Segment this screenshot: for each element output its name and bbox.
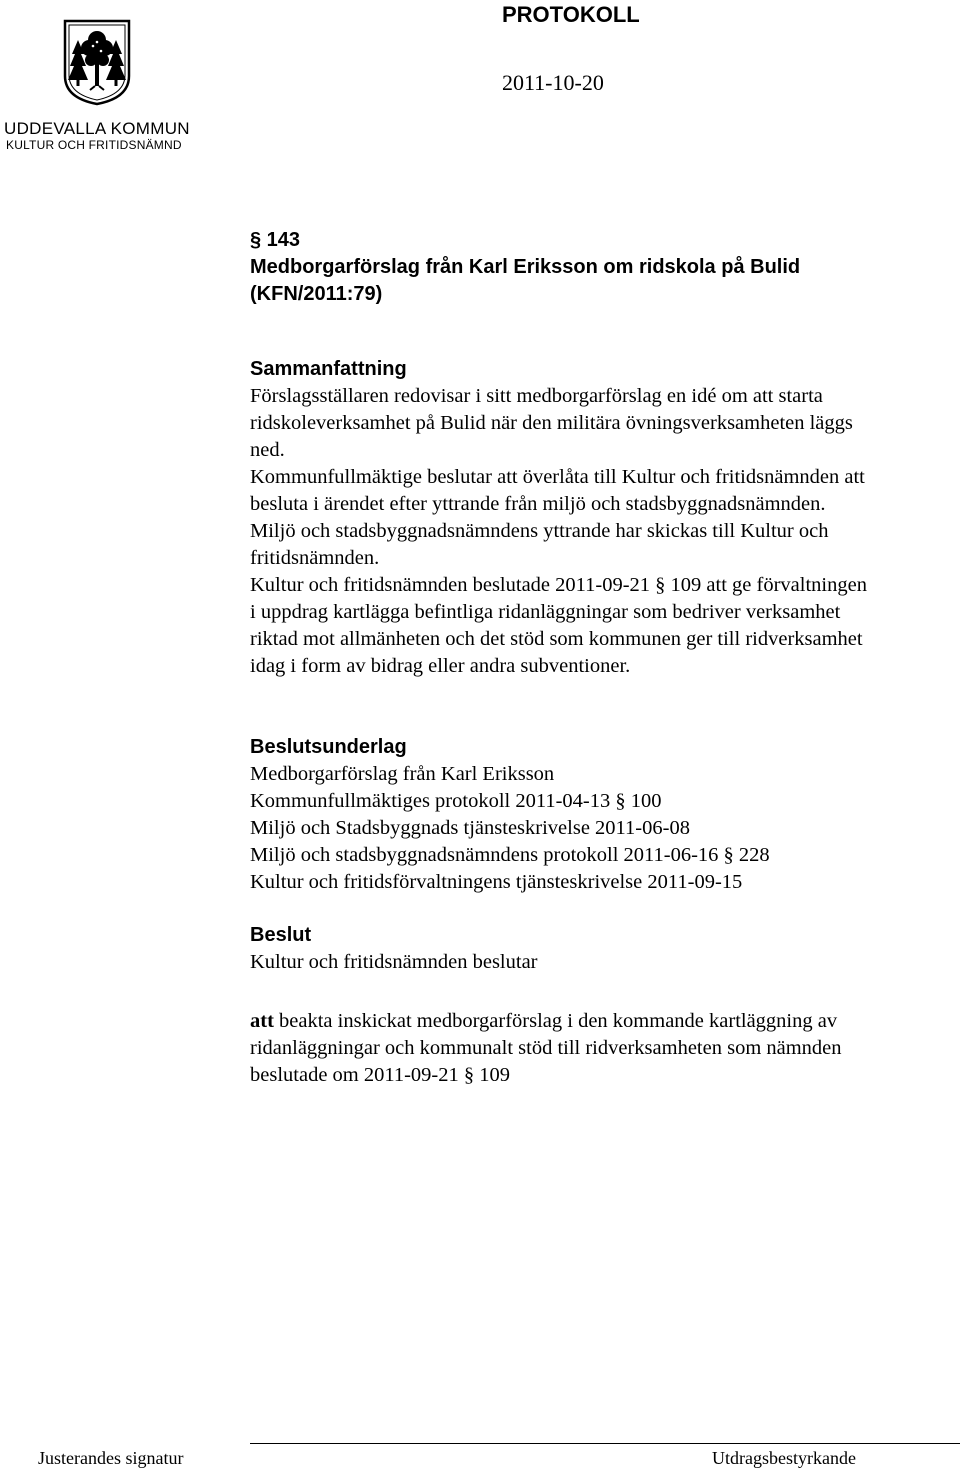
- text-line: i uppdrag kartlägga befintliga ridanläggningar som bedriver verksamhet: [250, 601, 841, 623]
- decision-section: [250, 922, 955, 976]
- item-heading: [250, 227, 955, 308]
- summary-body: [250, 383, 955, 680]
- summary-paragraph: [250, 383, 955, 464]
- att-keyword: att: [250, 1010, 274, 1032]
- text-line: ned.: [250, 439, 285, 461]
- footer-certification-label: Utdragsbestyrkande: [712, 1448, 856, 1468]
- list-item: Kommunfullmäktiges protokoll 2011-04-13 § 100: [250, 790, 662, 812]
- decision-basis-list: [250, 761, 955, 896]
- item-case-number: (KFN/2011:79): [250, 283, 383, 305]
- tree-seal-icon: [62, 18, 132, 106]
- summary-paragraph: [250, 518, 955, 572]
- decision-basis-heading: Beslutsunderlag: [250, 736, 407, 758]
- text-line: fritidsnämnden.: [250, 547, 380, 569]
- list-item: Medborgarförslag från Karl Eriksson: [250, 763, 555, 785]
- text-line: Förslagsställaren redovisar i sitt medborgarförslag en idé om att starta: [250, 385, 823, 407]
- summary-heading: Sammanfattning: [250, 358, 407, 380]
- list-item: Miljö och Stadsbyggnads tjänsteskrivelse 2011-06-08: [250, 817, 690, 839]
- text-line: Miljö och stadsbyggnadsnämndens yttrande har skickas till Kultur och: [250, 520, 829, 542]
- text-line: Kommunfullmäktige beslutar att överlåta till Kultur och fritidsnämnden att: [250, 466, 865, 488]
- text-line: riktad mot allmänheten och det stöd som kommunen ger till ridverksamhet: [250, 628, 863, 650]
- organization-name: UDDEVALLA KOMMUN: [4, 119, 190, 138]
- text-line: idag i form av bidrag eller andra subventioner.: [250, 655, 631, 677]
- decision-basis-section: [250, 734, 955, 896]
- text-line: ridanläggningar och kommunalt stöd till ridverksamheten som nämnden: [250, 1037, 842, 1059]
- document-title: PROTOKOLL: [502, 2, 640, 27]
- decision-text: [250, 1008, 955, 1089]
- list-item: Kultur och fritidsförvaltningens tjänsteskrivelse 2011-09-15: [250, 871, 743, 893]
- decision-intro: Kultur och fritidsnämnden beslutar: [250, 951, 538, 973]
- summary-paragraph: [250, 464, 955, 518]
- summary-section: [250, 356, 955, 680]
- text-line: Kultur och fritidsnämnden beslutade 2011-09-21 § 109 att ge förvaltningen: [250, 574, 867, 596]
- footer-divider: [250, 1443, 960, 1444]
- decision-heading: Beslut: [250, 924, 312, 946]
- summary-paragraph: [250, 572, 955, 680]
- section-number: § 143: [250, 229, 301, 251]
- document-date: 2011-10-20: [502, 70, 604, 95]
- text-line: ridskoleverksamhet på Bulid när den militära övningsverksamheten läggs: [250, 412, 853, 434]
- department-name: KULTUR OCH FRITIDSNÄMND: [6, 138, 182, 152]
- list-item: Miljö och stadsbyggnadsnämndens protokoll 2011-06-16 § 228: [250, 844, 770, 866]
- text-line: beslutade om 2011-09-21 § 109: [250, 1064, 511, 1086]
- text-line: beakta inskickat medborgarförslag i den kommande kartläggning av: [273, 1010, 838, 1032]
- footer-signature-label: Justerandes signatur: [38, 1448, 184, 1468]
- item-title: Medborgarförslag från Karl Eriksson om ridskola på Bulid: [250, 256, 801, 278]
- text-line: besluta i ärendet efter yttrande från miljö och stadsbyggnadsnämnden.: [250, 493, 826, 515]
